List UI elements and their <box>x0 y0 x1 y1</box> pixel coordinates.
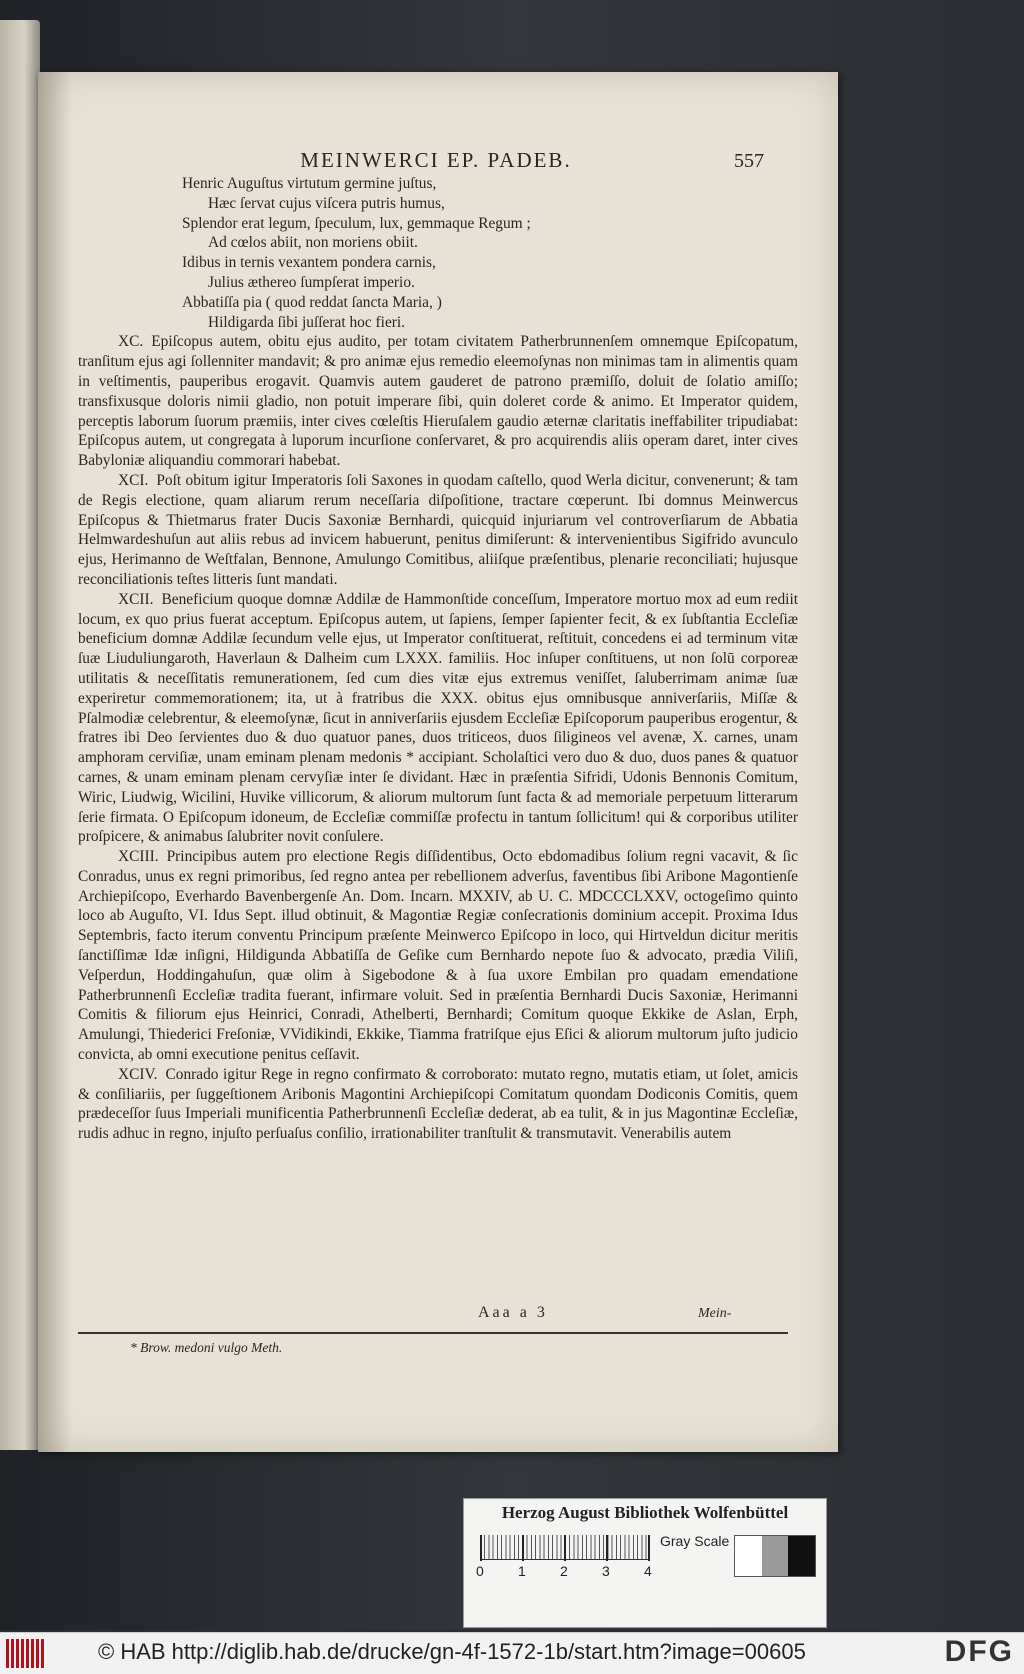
color-scale-card <box>463 1498 827 1628</box>
paragraph-number: XCIV. <box>118 1065 158 1083</box>
paragraph-number: XCIII. <box>118 848 159 866</box>
footnote-rule <box>78 1332 788 1334</box>
ruler-label: 2 <box>560 1563 568 1579</box>
ruler-major-tick <box>606 1535 608 1561</box>
book-page <box>38 72 838 1452</box>
paragraph-xc <box>78 332 798 471</box>
paragraph-xciv <box>78 1065 798 1144</box>
ruler-label: 4 <box>644 1563 652 1579</box>
ruler-major-tick <box>480 1535 482 1561</box>
paragraph-xcii <box>78 590 798 847</box>
paragraph-number: XC. <box>118 333 144 351</box>
signature-mark: Aaa a 3 <box>478 1304 548 1321</box>
paragraph-text: Conrado igitur Rege in regno confirmato & corroborato: mutato regno, mutatis etiam, ut ſolet, amicis & conſiliariis, per ſuggeſtionem Aribonis Magontini Archiepiſcopi Comitatum quondam Dodiconis Comitis, quem prædeceſſor ſuus Imperiali munificentia Patherbrunnenſi Eccleſiæ dederat, ab ea tulit, & in jus Magontinæ Eccleſiæ, rudis adhuc in regno, injuſto perſuaſus conſilio, irrationabiliter tranſtulit & transmutavit. Venerabilis autem <box>78 1065 798 1143</box>
ruler-major-tick <box>648 1535 650 1561</box>
verse-line: Splendor erat legum, ſpeculum, lux, gemmaque Regum ; <box>182 214 531 232</box>
paragraph-text: Principibus autem pro electione Regis diſſidentibus, Octo ebdomadibus ſolium regni vacavit, & ſic Conradus, unus ex regni primoribus, ſed regno antea per rebellionem adverſus, faventibus ſibi Aribone Magontienſe Archiepiſcopo, Everhardo Bavenbergenſe An. Dom. Incarn. MXXIV, ab U. C. MDCCCLXXV, octogeſimo quinto loco ab Auguſto, VI. Idus Sept. illud obtinuit, & Magontiæ Regiæ conſecrationis dominium accepit. Proxima Idus Septembris, facto iterum conventu Principum præſente Meinwerco Epiſcopo in loco, qui Hirtveldun dicitur meritis ſanctiſſimæ Idæ inſigni, Hildigunda Abbatiſſa de Geſike cum Bernhardo nepote ſuo & advocato, prædia Viliſi, Veſperdun, Hoddingahuſun, quæ olim à Sigebodone & à ſua uxore Embilan pro quadam emendatione Patherbrunnenſi Eccleſiæ tradita fuerant, infirmare voluit. Sed in præſentia Bernhardi Ducis Saxoniæ, Herimanni Comitis & filiorum ejus Heinrici, Conradi, Athelberti, Bernhardi; Comitum quoque Ekkike de Aslan, Erph, Amulungi, Thiederici Freſoniæ, VVidikindi, Ekkike, Tiamma fratriſque ejus Eſici & aliorum multorum juſto judicio convicta, ab omni executione penitus ceſſavit. <box>78 848 798 1064</box>
catchword: Mein- <box>698 1306 732 1321</box>
gray-swatch <box>762 1536 789 1576</box>
gray-swatch <box>788 1536 815 1576</box>
ruler-label: 0 <box>476 1563 484 1579</box>
previous-page-edge <box>0 20 40 1450</box>
ruler-major-tick <box>564 1535 566 1561</box>
hab-logo-icon <box>6 1639 46 1668</box>
ruler-label: 3 <box>602 1563 610 1579</box>
gray-scale-swatches <box>734 1535 816 1577</box>
paragraph-xciii <box>78 847 798 1065</box>
paragraph-number: XCII. <box>118 590 154 608</box>
ruler-major-tick <box>522 1535 524 1561</box>
gray-scale-label: Gray Scale <box>660 1533 730 1549</box>
running-head: MEINWERCI EP. PADEB. <box>300 148 572 172</box>
verse-line: Abbatiſſa pia ( quod reddat ſancta Maria, ) <box>182 293 442 311</box>
paragraph-xci <box>78 471 798 590</box>
verse-line: Idibus in ternis vexantem pondera carnis, <box>182 254 436 272</box>
library-name: Herzog August Bibliothek Wolfenbüttel <box>501 1503 789 1522</box>
gray-swatch <box>735 1536 762 1576</box>
verse-line: Julius æthereo ſumpſerat imperio. <box>208 273 415 291</box>
paragraph-number: XCI. <box>118 471 149 489</box>
verse-line: Henric Auguſtus virtutum germine juſtus, <box>182 175 437 192</box>
footnote: * Brow. medoni vulgo Meth. <box>130 1340 283 1355</box>
epitaph-verse <box>78 174 798 332</box>
footer-link[interactable]: © HAB http://diglib.hab.de/drucke/gn-4f-1572-1b/start.htm?image=00605 <box>98 1639 806 1664</box>
verse-line: Hæc ſervat cujus viſcera putris humus, <box>208 194 445 212</box>
ruler-label: 1 <box>518 1563 526 1579</box>
paragraph-text: Beneficium quoque domnæ Addilæ de Hammonſtide conceſſum, Imperatore mortuo mox ad eum rediit locum, ex quo prius fuerat acceptum. Epiſcopus autem, ut ſapiens, ſemper ſapienter fecit, & ex ſubſtantia Eccleſiæ beneficium domnæ Addilæ ſecundum velle ejus, ut Imperator conſtituerat, reſtituit, concedens ei ad terminum vitæ ſuæ Liuduliungaroth, Haverlaun & Dalheim cum LXXX. familiis. Hoc inſuper conſtituens, ut non ſolū corporeæ utilitatis & neceſſitatis remunerationem, ſed cum dies vitæ ejus extremus veniſſet, ſaluberrimam animæ ſuæ experiretur commemorationem; ita, ut à fratribus die XXX. obitus ejus omnibusque anniverſariis, Miſſæ & Pſalmodiæ celebrentur, & eleemoſynæ, ſicut in anniverſariis ejusdem Eccleſiæ Epiſcoporum pauperibus erogentur, & fratres ibi Deo ſervientes duo & duo quatuor panes, duos triticeos, duos ſiligineos vel avenæ, X. carnes, unam amphoram cerviſiæ, unam eminam plenam medonis * accipiant. Scholaſtici vero duo & duo, duos panes & quatuor carnes, & unam eminam plenam cervyſiæ inter ſe dividant. Hæc in præſentia Sifridi, Udonis Bennonis Comitum, Wiric, Liudwig, Wicilini, Huvike villicorum, & aliorum multorum ſunt facta & ad memoriale perpetuum litterarum ſerie firmata. O Epiſcopum idoneum, de Eccleſiæ commiſſæ profectu in tantum ſollicitum! qui & corporibus utiliter proſpicere, & animabus ſalubriter novit conſulere. <box>78 590 798 846</box>
footer-bar <box>0 1632 1024 1674</box>
page-number: 557 <box>734 150 764 172</box>
dfg-logo: DFG <box>944 1635 1014 1668</box>
paragraph-text: Epiſcopus autem, obitu ejus audito, per totam civitatem Patherbrunnenſem omnemque Epiſcopatum, tranſitum ejus agi ſollenniter mandavit; & pro animæ ejus remedio eleemoſynas non minimas tam in alimentis quam in veſtimentis, pauperibus erogavit. Quamvis autem gauderet de patrono præmiſſo, doluit de ſolatio amiſſo; transfixusque doloris nimii gladio, non potuit imperare ſibi, quin doleret corde & animo. Et Imperator quidem, perceptis laborum ſuorum præmiis, inter cives cœleſtis Hieruſalem gaudio æternæ claritatis ineffabiliter tripudiabat: Epiſcopus autem, ut congregata à luporum incurſione conſervaret, & pro acquirendis aliis operam daret, inter cives Babyloniæ aliquandiu commorari habebat. <box>78 333 798 470</box>
page-gutter-shadow <box>38 72 72 1452</box>
main-text <box>78 174 798 1144</box>
verse-line: Ad cœlos abiit, non moriens obiit. <box>208 234 418 252</box>
paragraph-text: Poſt obitum igitur Imperatoris ſoli Saxones in quodam caſtello, quod Werla dicitur, convenerunt; & tam de Regis electione, quam aliarum rerum neceſſaria diſpoſitione, tractare cœperunt. Ibi domnus Meinwercus Epiſcopus & Thietmarus frater Ducis Saxoniæ Bernhardi, quicquid injuriarum vel controverſiarum de Abbatia Helmwardeshuſun aut aliis rebus ad invicem habuerunt, penitus dimiſerunt: & intervenientibus Sigifrido avunculo ejus, Herimanno de Weſtfalan, Bennone, Amulungo Comitibus, aliiſque præſentibus, plenarie reconciliati; hujusque reconciliationis teſtes litteris ſunt mandati. <box>78 471 798 588</box>
verse-line: Hildigarda ſibi juſſerat hoc fieri. <box>208 313 406 331</box>
